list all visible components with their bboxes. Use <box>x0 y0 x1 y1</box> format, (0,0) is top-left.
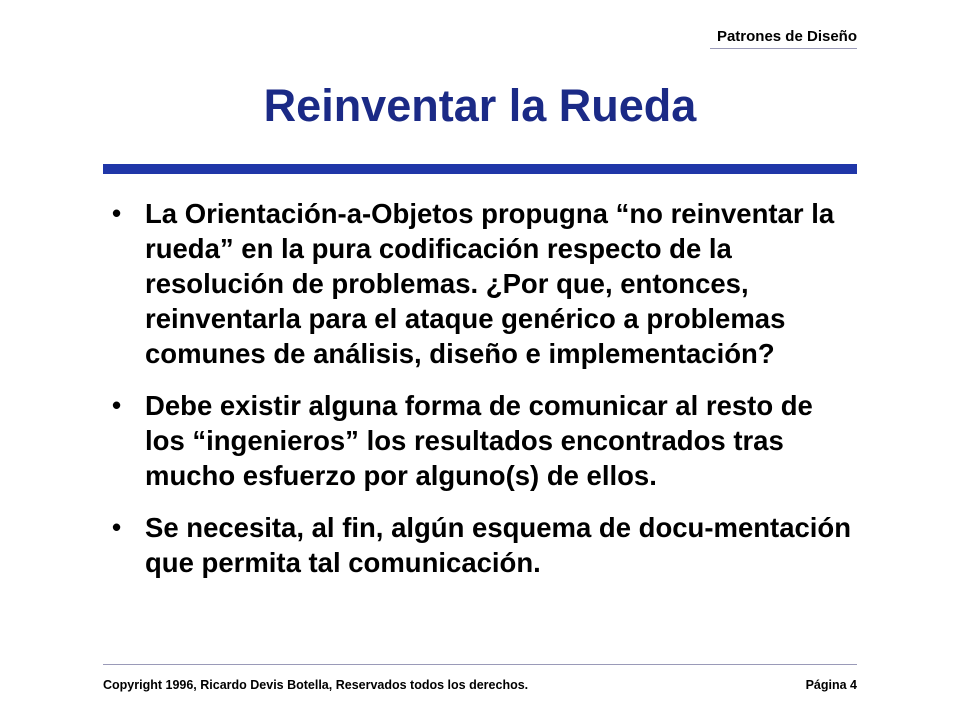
footer-copyright: Copyright 1996, Ricardo Devis Botella, Reservados todos los derechos. <box>103 678 529 692</box>
bullet-item <box>112 510 852 580</box>
bullet-dot-icon: • <box>112 390 122 420</box>
bullet-text: La Orientación-a-Objetos propugna “no reinventar la rueda” en la pura codificación respecto de la resolución de problemas. ¿Por que, entonces, reinventarla para el ataque genérico a problemas comunes de análisis, diseño e implementación? <box>145 198 835 369</box>
slide-title: Reinventar la Rueda <box>263 80 697 131</box>
bullet-text: Se necesita, al fin, algún esquema de docu-mentación que permita tal comunicación. <box>145 512 852 578</box>
bullet-dot-icon: • <box>112 198 122 228</box>
bullet-list <box>112 196 852 597</box>
title-accent-bar <box>103 164 857 174</box>
footer-rule <box>103 664 857 665</box>
bullet-text: Debe existir alguna forma de comunicar al resto de los “ingenieros” los resultados encontrados tras mucho esfuerzo por alguno(s) de ellos. <box>145 390 813 491</box>
bullet-dot-icon: • <box>112 512 122 542</box>
header-label: Patrones de Diseño <box>716 28 857 45</box>
footer-page-number: Página 4 <box>805 678 857 692</box>
bullet-item <box>112 388 852 493</box>
header-rule <box>710 48 857 49</box>
bullet-item <box>112 196 852 371</box>
